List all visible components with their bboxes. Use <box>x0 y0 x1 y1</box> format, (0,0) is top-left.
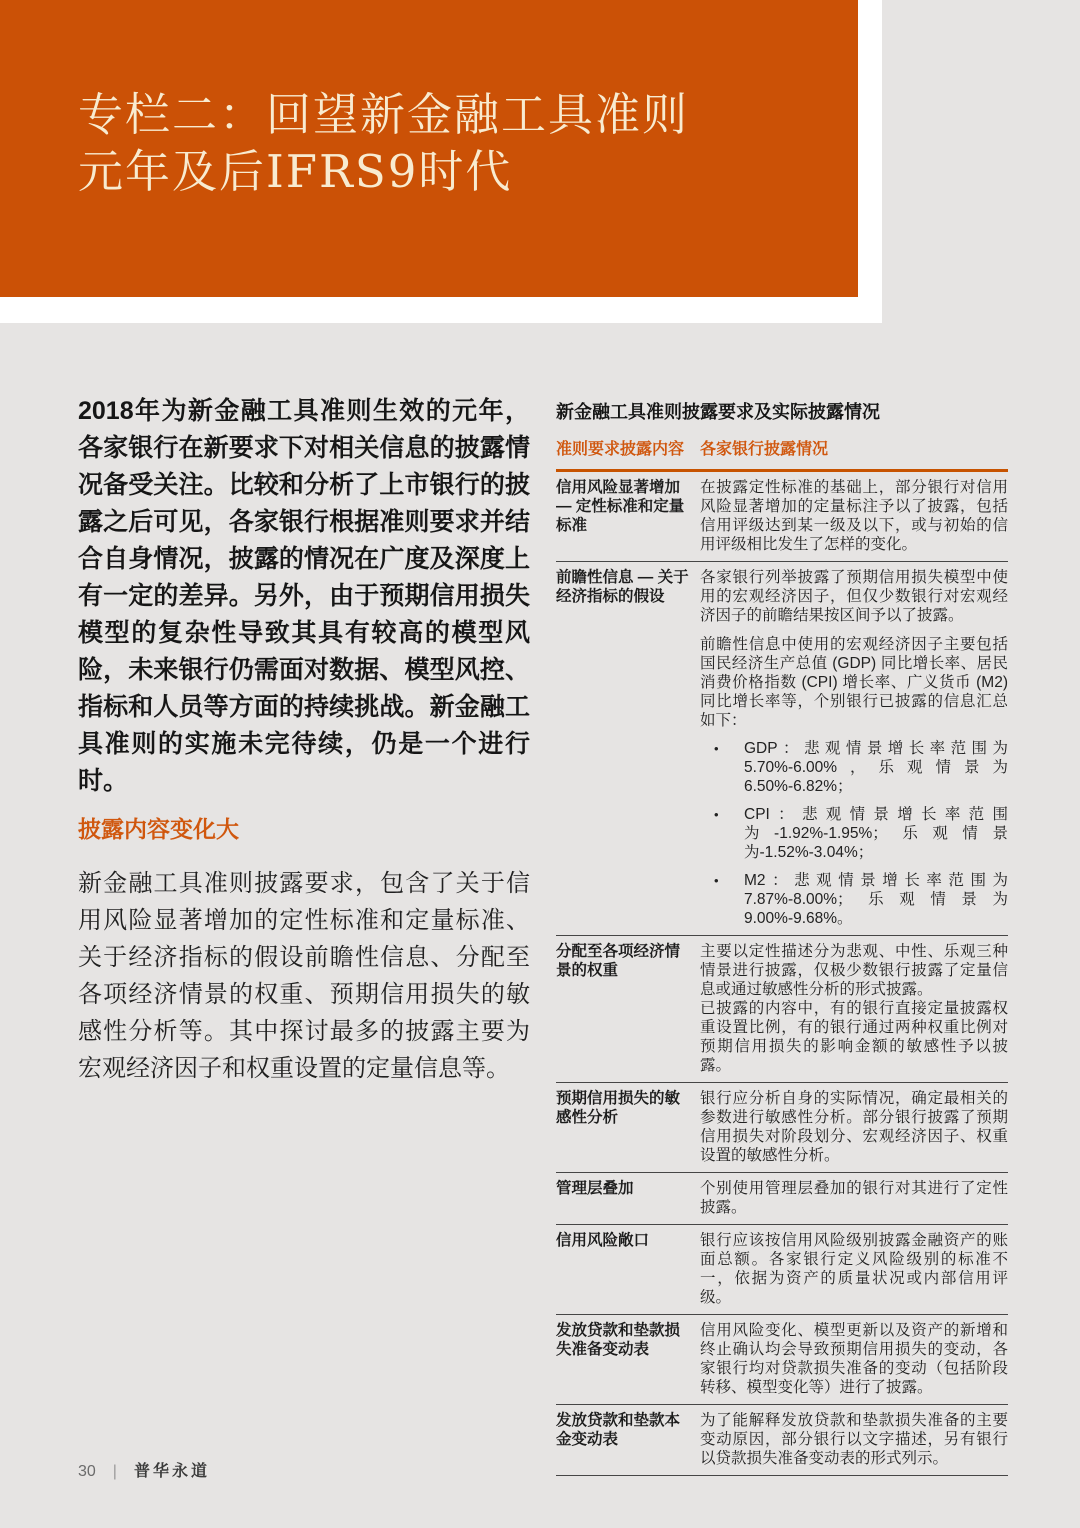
row-paragraph: 前瞻性信息中使用的宏观经济因子主要包括国民经济生产总值 (GDP) 同比增长率、居民消费价格指数 (CPI) 增长率、广义货币 (M2) 同比增长率等，个别银行已披露的信息汇总如下： <box>700 636 1008 729</box>
table-row <box>556 562 1008 936</box>
table-row <box>556 1225 1008 1315</box>
bullet-icon: • <box>714 807 719 822</box>
table-body <box>556 472 1008 1476</box>
row-label: 信用风险显著增加 — 定性标准和定量标准 <box>556 479 685 534</box>
table-title: 新金融工具准则披露要求及实际披露情况 <box>556 402 880 422</box>
page-number: 30 <box>78 1463 96 1480</box>
row-paragraph: 银行应分析自身的实际情况，确定最相关的参数进行敏感性分析。部分银行披露了预期信用损失对阶段划分、宏观经济因子、权重设置的敏感性分析。 <box>700 1090 1008 1164</box>
row-content <box>700 1089 1008 1165</box>
disclosure-table <box>556 400 1008 1476</box>
brand-name: 普华永道 <box>133 1463 210 1480</box>
table-header-row <box>556 440 1008 472</box>
bullet-item <box>714 805 1008 862</box>
row-paragraph: 在披露定性标准的基础上，部分银行对信用风险显著增加的定量标注予以了披露，包括信用评级达到某一级及以下，或与初始的信用评级相比发生了怎样的变化。 <box>700 479 1008 553</box>
bullet-text: CPI：悲观情景增长率范围为-1.92%-1.95%；乐观情景为-1.52%-3.04%； <box>744 806 1008 861</box>
row-content <box>700 1321 1008 1397</box>
row-paragraph: 信用风险变化、模型更新以及资产的新增和终止确认均会导致预期信用损失的变动，各家银行均对贷款损失准备的变动（包括阶段转移、模型变化等）进行了披露。 <box>700 1322 1008 1396</box>
row-content <box>700 478 1008 554</box>
row-label: 信用风险敞口 <box>556 1232 650 1249</box>
row-label: 分配至各项经济情景的权重 <box>556 943 681 979</box>
column-header-bank-disclosure: 各家银行披露情况 <box>700 441 829 458</box>
section-heading: 披露内容变化大 <box>78 816 239 842</box>
row-label: 发放贷款和垫款损失准备变动表 <box>556 1322 681 1358</box>
row-label: 预期信用损失的敏感性分析 <box>556 1090 681 1126</box>
bullet-item <box>714 871 1008 928</box>
table-row <box>556 1315 1008 1405</box>
table-row <box>556 1083 1008 1173</box>
row-label: 管理层叠加 <box>556 1180 634 1197</box>
table-row <box>556 1405 1008 1476</box>
row-label: 发放贷款和垫款本金变动表 <box>556 1412 681 1448</box>
row-paragraph: 各家银行列举披露了预期信用损失模型中使用的宏观经济因子，但仅少数银行对宏观经济因子的前瞻结果按区间予以了披露。 <box>700 569 1008 624</box>
row-content <box>700 1411 1008 1468</box>
row-paragraph: 银行应该按信用风险级别披露金融资产的账面总额。各家银行定义风险级别的标准不一，依据为资产的质量状况或内部信用评级。 <box>700 1232 1008 1306</box>
left-column <box>78 393 530 1087</box>
row-paragraph: 已披露的内容中，有的银行直接定量披露权重设置比例，有的银行通过两种权重比例对预期信用损失的影响金额的敏感性予以披露。 <box>700 1000 1008 1074</box>
row-paragraph: 为了能解释发放贷款和垫款损失准备的主要变动原因，部分银行以文字描述，另有银行以贷款损失准备变动表的形式列示。 <box>700 1412 1008 1467</box>
table-row <box>556 936 1008 1083</box>
row-paragraph: 个别使用管理层叠加的银行对其进行了定性披露。 <box>700 1180 1008 1216</box>
banner-frame <box>0 0 882 323</box>
page-title <box>78 86 818 200</box>
row-content <box>700 568 1008 928</box>
table-row <box>556 1173 1008 1225</box>
bullet-icon: • <box>714 873 719 888</box>
section-body-paragraph: 新金融工具准则披露要求，包含了关于信用风险显著增加的定性标准和定量标准、关于经济指标的假设前瞻性信息、分配至各项经济情景的权重、预期信用损失的敏感性分析等。其中探讨最多的披露主要为宏观经济因子和权重设置的定量信息等。 <box>78 870 530 1082</box>
column-header-requirements: 准则要求披露内容 <box>556 441 685 458</box>
row-content <box>700 1179 1008 1217</box>
page-footer <box>78 1458 210 1481</box>
row-content <box>700 1231 1008 1307</box>
row-label: 前瞻性信息 — 关于经济指标的假设 <box>556 569 689 605</box>
bullet-item <box>714 739 1008 796</box>
row-paragraph: 主要以定性描述分为悲观、中性、乐观三种情景进行披露，仅极少数银行披露了定量信息或通过敏感性分析的形式披露。 <box>700 943 1008 998</box>
page-title-line2: 元年及后IFRS9时代 <box>78 145 513 198</box>
bullet-text: GDP：悲观情景增长率范围为5.70%-6.00%，乐观情景为6.50%-6.82%； <box>744 740 1008 795</box>
page-title-line1: 专栏二：回望新金融工具准则 <box>78 88 690 141</box>
intro-paragraph: 2018年为新金融工具准则生效的元年，各家银行在新要求下对相关信息的披露情况备受关注。比较和分析了上市银行的披露之后可见，各家银行根据准则要求并结合自身情况，披露的情况在广度及深度上有一定的差异。另外，由于预期信用损失模型的复杂性导致其具有较高的模型风险，未来银行仍需面对数据、模型风控、指标和人员等方面的持续挑战。新金融工具准则的实施未完待续，仍是一个进行时。 <box>78 397 530 795</box>
bullet-icon: • <box>714 741 719 756</box>
banner <box>0 0 858 297</box>
bullet-text: M2：悲观情景增长率范围为7.87%-8.00%；乐观情景为9.00%-9.68%。 <box>744 872 1008 927</box>
footer-separator: | <box>112 1463 117 1480</box>
table-row <box>556 472 1008 562</box>
row-content <box>700 942 1008 1075</box>
